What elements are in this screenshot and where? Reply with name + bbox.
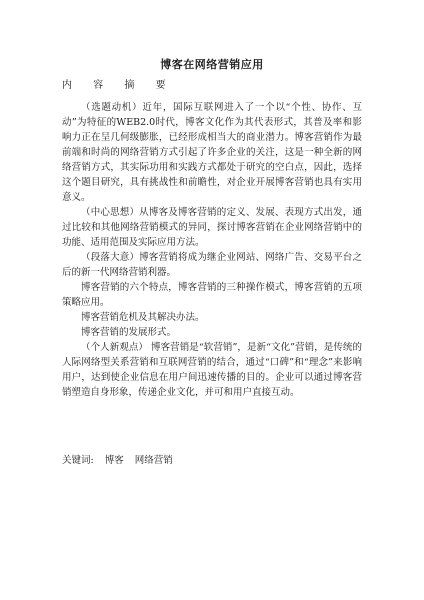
abstract-heading: 内 容 摘 要 [62, 80, 175, 91]
paragraph-outline: （段落大意）博客营销将成为继企业网站、网络广告、交易平台之后的新一代网络营销利器。 [62, 252, 362, 278]
keywords-label: 关键词: [62, 455, 94, 466]
paragraph-outline-features: 博客营销的六个特点，博客营销的三种操作模式，博客营销的五项策略应用。 [62, 282, 362, 308]
keyword-item: 博客 [104, 455, 124, 466]
paragraph-viewpoint: （个人新观点） 博客营销是“软营销”，是新“文化”营销，是传统的人际网络型关系营销和互联网营销的结合，通过“口碑”和“理念”来影响用户，达到使企业信息在用户间迅速传播的目的。企业可以通过博客营销塑造自身形象，传递企业文化，并可和用户直接互动。 [62, 342, 362, 398]
paragraph-outline-crisis: 博客营销危机及其解决办法。 [81, 312, 205, 323]
page-title: 博客在网络营销应用 [160, 58, 264, 71]
abstract-body [62, 100, 362, 400]
paragraph-motivation: （选题动机）近年，国际互联网进入了一个以“个性、协作、互动”为特征的WEB2.0时代，博客文化作为其代表形式，其普及率和影响力正在呈几何级膨胀，已经形成相当大的商业潜力。博客营销作为最前端和时尚的网络营销方式引起了许多企业的关注，这是一种全新的网络营销方式，其实际功用和实践方式都处于研究的空白点，因此，选择这个题目研究，具有挑战性和前瞻性，对企业开展博客营销也具有实用意义。 [62, 102, 362, 203]
paragraph-outline-development: 博客营销的发展形式。 [81, 327, 177, 338]
paragraph-central-idea: （中心思想）从博客及博客营销的定义、发展、表现方式出发，通过比较和其他网络营销模式的异同，探讨博客营销在企业网络营销中的功能、适用范围及实际应用方法。 [62, 207, 362, 248]
keywords-line [62, 452, 181, 466]
keyword-item: 网络营销 [134, 455, 173, 466]
